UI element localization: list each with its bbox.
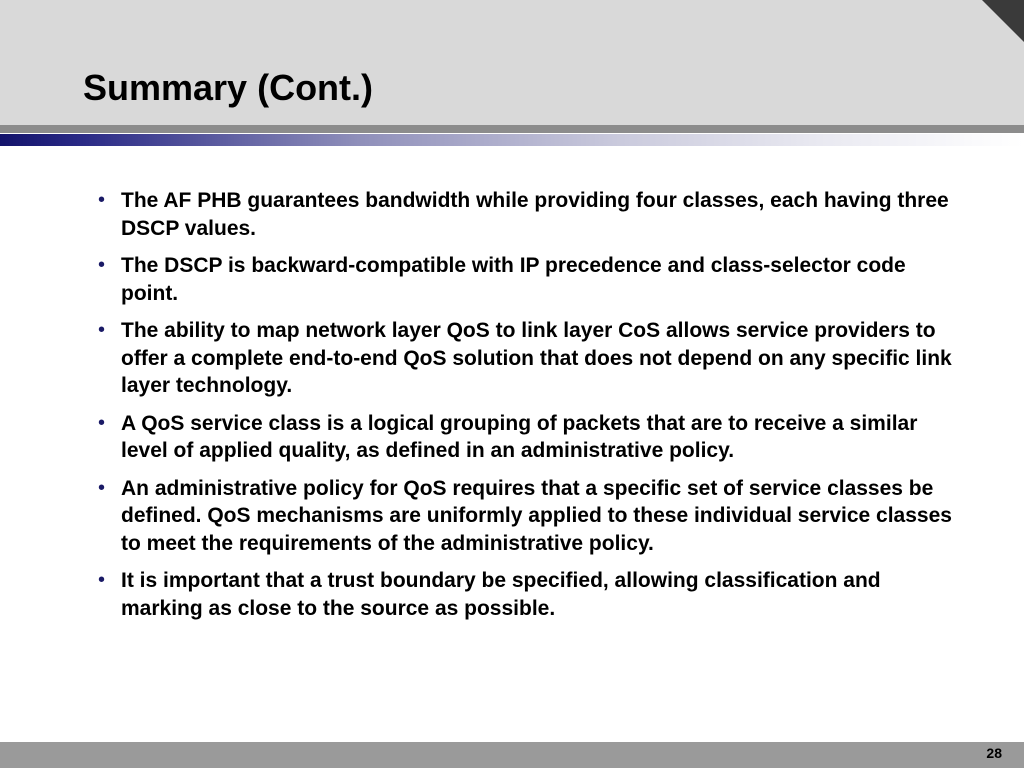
- bullet-icon: •: [98, 189, 106, 211]
- bullet-text: It is important that a trust boundary be specified, allowing classification and marking as close to the source as possible.: [121, 569, 881, 620]
- page-number: 28: [986, 745, 1002, 761]
- bullet-text: A QoS service class is a logical grouping of packets that are to receive a similar level of applied quality, as defined in an administrative policy.: [121, 411, 918, 462]
- bullet-icon: •: [98, 476, 106, 499]
- bullet-item: [98, 410, 968, 465]
- bullet-item: [98, 187, 968, 242]
- header-accent-stripe: [0, 134, 1024, 146]
- header-divider: [0, 125, 1024, 133]
- bullet-item: [98, 475, 968, 558]
- bullet-icon: •: [98, 319, 106, 341]
- bullet-icon: •: [98, 254, 106, 276]
- bullet-text: An administrative policy for QoS requires that a specific set of service classes be defined. QoS mechanisms are uniformly applied to these individual service classes to meet the requirements of the administrative policy.: [121, 476, 952, 555]
- slide-title: Summary (Cont.): [83, 67, 374, 108]
- bullet-text: The ability to map network layer QoS to link layer CoS allows service providers to offer a complete end-to-end QoS solution that does not depend on any specific link layer technology.: [121, 319, 952, 397]
- bullet-text: The DSCP is backward-compatible with IP precedence and class-selector code point.: [121, 254, 906, 305]
- corner-decoration: [982, 0, 1024, 42]
- bullet-icon: •: [98, 411, 106, 434]
- bullet-icon: •: [98, 569, 106, 591]
- bullet-text: The AF PHB guarantees bandwidth while providing four classes, each having three DSCP values.: [121, 189, 949, 240]
- footer-bar: [0, 742, 1024, 768]
- bullet-list: [98, 187, 968, 632]
- bullet-item: [98, 252, 968, 307]
- bullet-item: [98, 567, 968, 622]
- bullet-item: [98, 317, 968, 400]
